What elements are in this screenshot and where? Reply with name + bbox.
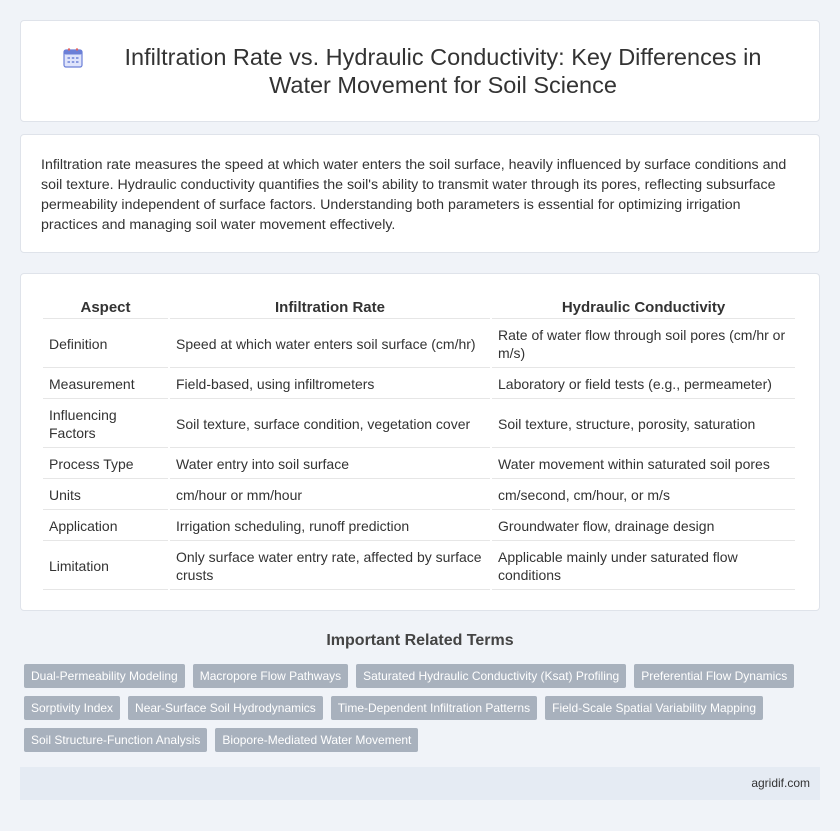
related-term-tag[interactable]: Soil Structure-Function Analysis xyxy=(24,728,207,752)
intro-card xyxy=(20,134,820,253)
footer-site-link[interactable]: agridif.com xyxy=(751,776,810,790)
related-term-tag[interactable]: Field-Scale Spatial Variability Mapping xyxy=(545,696,763,720)
cell-infiltration: Only surface water entry rate, affected by surface crusts xyxy=(170,543,490,590)
cell-conductivity: Groundwater flow, drainage design xyxy=(492,512,795,541)
cell-infiltration: Speed at which water enters soil surface (cm/hr) xyxy=(170,321,490,368)
related-terms-title: Important Related Terms xyxy=(326,632,514,649)
cell-conductivity: Soil texture, structure, porosity, saturation xyxy=(492,401,795,448)
cell-infiltration: Soil texture, surface condition, vegetation cover xyxy=(170,401,490,448)
header-hydraulic-conductivity: Hydraulic Conductivity xyxy=(492,298,795,319)
header xyxy=(21,21,819,121)
comparison-card xyxy=(20,273,820,611)
header-infiltration-rate: Infiltration Rate xyxy=(170,298,490,319)
cell-infiltration: Field-based, using infiltrometers xyxy=(170,370,490,399)
table-row xyxy=(43,401,795,448)
table-row xyxy=(43,481,795,510)
related-term-tag[interactable]: Preferential Flow Dynamics xyxy=(634,664,794,688)
related-term-tag[interactable]: Sorptivity Index xyxy=(24,696,120,720)
cell-aspect: Influencing Factors xyxy=(43,401,168,448)
related-terms-list xyxy=(24,664,816,752)
cell-aspect: Process Type xyxy=(43,450,168,479)
cell-conductivity: cm/second, cm/hour, or m/s xyxy=(492,481,795,510)
cell-conductivity: Rate of water flow through soil pores (cm/hr or m/s) xyxy=(492,321,795,368)
table-row xyxy=(43,450,795,479)
header-aspect: Aspect xyxy=(43,298,168,319)
cell-aspect: Units xyxy=(43,481,168,510)
cell-conductivity: Applicable mainly under saturated flow conditions xyxy=(492,543,795,590)
related-term-tag[interactable]: Near-Surface Soil Hydrodynamics xyxy=(128,696,323,720)
header-card xyxy=(20,20,820,122)
page-title: Infiltration Rate vs. Hydraulic Conductivity: Key Differences in Water Movement for Soil Science xyxy=(124,44,762,98)
intro-paragraph: Infiltration rate measures the speed at which water enters the soil surface, heavily influenced by surface conditions and soil texture. Hydraulic conductivity quantifies the soil's ability to transmit water through its pores, reflecting subsurface permeability independent of surface factors. Understanding both parameters is essential for optimizing irrigation practices and managing soil water movement effectively. xyxy=(41,157,787,233)
footer xyxy=(20,767,820,800)
cell-aspect: Limitation xyxy=(43,543,168,590)
cell-aspect: Application xyxy=(43,512,168,541)
related-term-tag[interactable]: Biopore-Mediated Water Movement xyxy=(215,728,418,752)
cell-infiltration: Water entry into soil surface xyxy=(170,450,490,479)
table-row xyxy=(43,543,795,590)
cell-infiltration: Irrigation scheduling, runoff prediction xyxy=(170,512,490,541)
table-row xyxy=(43,321,795,368)
calendar-icon xyxy=(61,46,85,70)
cell-conductivity: Laboratory or field tests (e.g., permeameter) xyxy=(492,370,795,399)
cell-aspect: Definition xyxy=(43,321,168,368)
comparison-table xyxy=(41,296,797,592)
cell-infiltration: cm/hour or mm/hour xyxy=(170,481,490,510)
table-header-row xyxy=(43,298,795,319)
related-term-tag[interactable]: Macropore Flow Pathways xyxy=(193,664,348,688)
related-term-tag[interactable]: Saturated Hydraulic Conductivity (Ksat) Profiling xyxy=(356,664,626,688)
cell-conductivity: Water movement within saturated soil pores xyxy=(492,450,795,479)
table-row xyxy=(43,370,795,399)
cell-aspect: Measurement xyxy=(43,370,168,399)
related-term-tag[interactable]: Time-Dependent Infiltration Patterns xyxy=(331,696,537,720)
table-row xyxy=(43,512,795,541)
related-term-tag[interactable]: Dual-Permeability Modeling xyxy=(24,664,185,688)
